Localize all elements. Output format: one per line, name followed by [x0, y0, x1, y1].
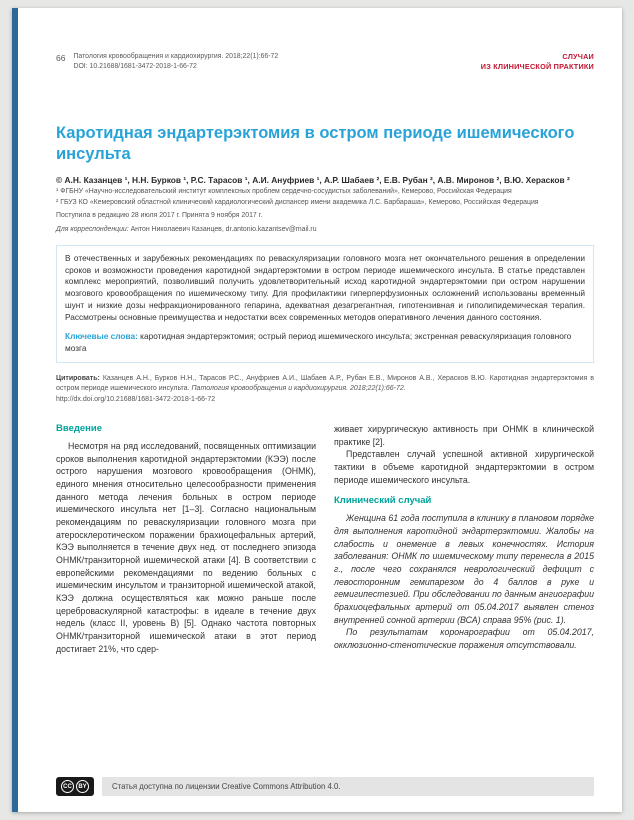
abstract-box — [56, 245, 594, 363]
correspondence-email-link[interactable]: dr.antonio.kazantsev@mail.ru — [225, 226, 317, 234]
left-column — [56, 423, 316, 655]
clinical-case-paragraph-1: Женщина 61 года поступила в клинику в плановом порядке для выполнения каротидной эндартерэктомии. Жалобы на слабость и онемение в левых конечностях. История заболевания: ОНМК по ишемическому типу перенесла в 2015 г., после чего сохранялся неврологический дефицит с левосторонним гемипарезом до 4 баллов в руке и гемигипестезией. При обследовании по данным ангиографии брахиоцефальных артерий от 05.04.2017 выявлен стеноз внутренней сонной артерии (ВСА) справа 95% (рис. 1). — [334, 513, 594, 625]
cite-doi-url[interactable]: http://dx.doi.org/10.21688/1681-3472-2018-1-66-72 — [56, 396, 216, 404]
article-page — [12, 8, 622, 812]
section-label-line1: СЛУЧАИ — [562, 52, 594, 61]
page-header — [56, 52, 594, 73]
cite-journal-ref: Патология кровообращения и кардиохирургия. 2018;22(1):66-72. — [191, 385, 406, 393]
abstract-text: В отечественных и зарубежных рекомендациях по реваскуляризации головного мозга нет окончательного решения в определении сроков и возможности проведения каротидной эндартерэктомии в остром периоде ишемического инсульта. В статье представлен комплекс мероприятий, позволивший получить удовлетворительный исход каротидной эндартерэктомии при остром нарушении мозгового кровообращения по ишемическому типу. Для профилактики гиперперфузионных осложнений использованы временный шунт и низкие дозы нефракционированного гепарина, адекватная дезагрегантная, гипотензивная и гиполипидемическая терапия. Рассмотрены основные преимущества и недостатки всех современных методов оперативного лечения данного состояния. — [65, 252, 585, 323]
doi-line[interactable]: DOI: 10.21688/1681-3472-2018-1-66-72 — [73, 63, 197, 71]
section-heading-introduction: Введение — [56, 423, 103, 435]
citation-block — [56, 374, 594, 407]
cc-by-badge[interactable] — [56, 777, 94, 796]
correspondence-name: Антон Николаевич Казанцев, — [130, 226, 224, 234]
article-title: Каротидная эндартерэктомия в остром периоде ишемического инсульта — [56, 123, 575, 163]
affiliation-2: ² ГБУЗ КО «Кемеровский областной клинический кардиологический диспансер имени академика Л.С. Барбараша», Кемерово, Российская Федерация — [56, 198, 539, 206]
cite-authors-text: Казанцев А.Н., Бурков Н.Н., Тарасов Р.С., Ануфриев А.И., Шабаев А.Р., Рубан Е.В., Миронов А.В., Херасков В.Ю. Каротидная эндартерэктомия в остром периоде ишемического инсульта. — [56, 374, 594, 393]
license-bar — [102, 777, 594, 796]
correspondence-line — [56, 225, 594, 236]
journal-citation-line: Патология кровообращения и кардиохирургия. 2018;22(1):66-72 — [73, 53, 279, 60]
by-person-icon: BY — [76, 780, 89, 793]
page-content — [18, 8, 622, 812]
keywords-line — [65, 331, 585, 355]
article-body — [56, 423, 594, 655]
keywords-label: Ключевые слова: — [65, 330, 138, 341]
section-label-line2: ИЗ КЛИНИЧЕСКОЙ ПРАКТИКИ — [480, 62, 594, 72]
keywords-text: каротидная эндартерэктомия; острый период ишемического инсульта; экстренная реваскуляризация головного мозга — [65, 330, 572, 353]
clinical-case-paragraph-2: По результатам коронарографии от 05.04.2017, окклюзионно-стенотические поражения отсутствовали. — [334, 627, 594, 651]
section-label — [481, 52, 594, 72]
introduction-paragraph: Несмотря на ряд исследований, посвященных оптимизации сроков выполнения каротидной эндартерэктомии (КЭЭ) после острого нарушения мозгового кровообращения (ОНМК), единого мнения относительно целесообразности применения данного метода лечения больных в остром периоде ишемического инсульта нет [1–3]. Согласно национальным рекомендациям по реваскуляризации головного мозга при атеросклеротическом поражении брахиоцефальных артерий, КЭЭ выполняется в течение двух нед. от последнего эпизода ОНМК/транзиторной ишемической атаки [4]. В соответствии с европейскими рекомендациями по ведению больных с ишемическим инсультом и транзиторной ишемической атакой, КЭЭ должна осуществляться как можно раньше после цереброваскулярной катастрофы: в идеале в течение двух недель (класс II, уровень B) [5]. Однако частота повторных ОНМК/транзиторной ишемической атаки в этот период достигает 21%, что сдер- — [56, 441, 316, 654]
section-heading-clinical-case: Клинический случай — [334, 495, 432, 507]
license-text: Статья доступна по лицензии Creative Commons Attribution 4.0. — [112, 782, 341, 791]
page-number: 66 — [56, 53, 66, 63]
right-column — [334, 423, 594, 655]
journal-meta-block — [56, 52, 278, 73]
affiliation-1: ¹ ФГБНУ «Научно-исследовательский институт комплексных проблем сердечно-сосудистых заболеваний», Кемерово, Российская Федерация — [56, 187, 512, 195]
cite-label: Цитировать: — [56, 374, 100, 382]
received-dates: Поступила в редакцию 28 июля 2017 г. Принята 9 ноября 2017 г. — [56, 212, 263, 220]
continuation-paragraph: живает хирургическую активность при ОНМК в клинической практике [2]. — [334, 424, 594, 447]
correspondence-label: Для корреспонденции: — [56, 226, 129, 234]
authors-line: © А.Н. Казанцев ¹, Н.Н. Бурков ¹, Р.С. Тарасов ¹, А.И. Ануфриев ¹, А.Р. Шабаев ², Е.В. Рубан ², А.В. Миронов ², В.Ю. Херасков ² — [56, 174, 570, 185]
summary-paragraph: Представлен случай успешной активной хирургической тактики в объеме каротидной эндартерэктомии в остром периоде ишемического инсульта. — [334, 449, 594, 485]
cc-icon: CC — [61, 780, 74, 793]
license-footer — [56, 777, 594, 798]
